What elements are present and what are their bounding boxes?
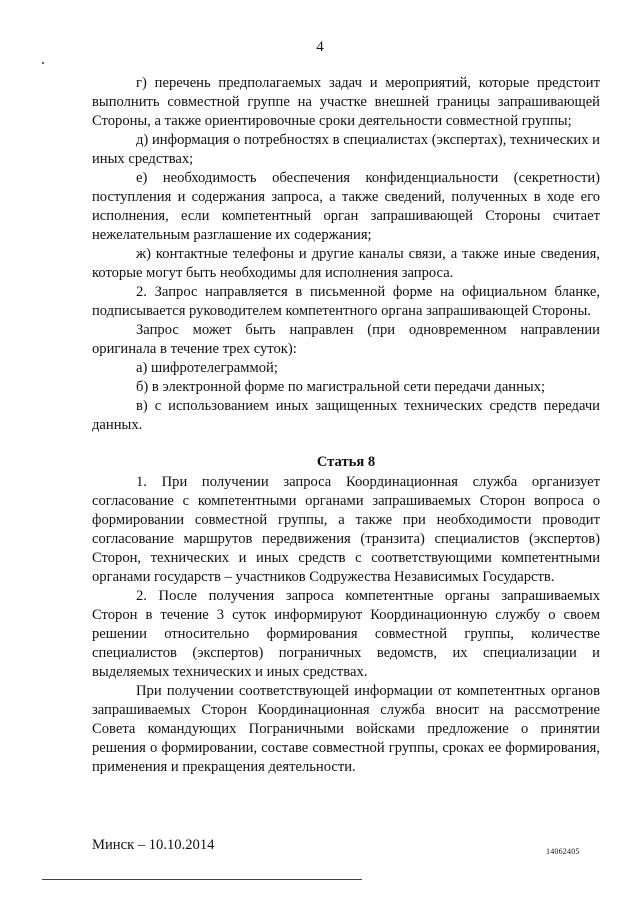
paragraph: г) перечень предполагаемых задач и мероприятий, которые предстоит выполнить совместной группе на участке внешней границы запрашивающей Стороны, а также ориентировочные сроки деятельности совместной группы; xyxy=(92,75,600,129)
page-number: 4 xyxy=(316,39,324,55)
paragraph: а) шифротелеграммой; xyxy=(136,360,278,376)
paragraph: е) необходимость обеспечения конфиденциальности (секретности) поступления и содержания запроса, а также сведений, полученных в ходе его исполнения, если компетентный орган запрашивающей Стороны считает нежелательным разглашение их содержания; xyxy=(92,170,600,243)
paragraph: Запрос может быть направлен (при одновременном направлении оригинала в течение трех суток): xyxy=(92,322,600,357)
footer-place-date: Минск – 10.10.2014 xyxy=(92,837,215,853)
paragraph: д) информация о потребностях в специалистах (экспертах), технических и иных средствах; xyxy=(92,132,600,167)
paragraph: 1. При получении запроса Координационная служба организует согласование с компетентными органами запрашиваемых Сторон вопроса о формировании совместной группы, а также при необходимости проводит согласование маршрутов передвижения (транзита) специалистов (экспертов) Сторон, технических и иных средств с соответствующими компетентными органами государств – участников Содружества Независимых Государств. xyxy=(92,474,600,585)
scan-dot xyxy=(42,62,44,64)
footer-divider xyxy=(42,879,362,880)
paragraph: в) с использованием иных защищенных технических средств передачи данных. xyxy=(92,398,600,433)
footer-doc-code: 14062405 xyxy=(546,847,580,856)
paragraph: ж) контактные телефоны и другие каналы связи, а также иные сведения, которые могут быть необходимы для исполнения запроса. xyxy=(92,246,600,281)
paragraph: 2. После получения запроса компетентные органы запрашиваемых Сторон в течение 3 суток информируют Координационную службу о своем решении относительно формирования совместной группы, количестве специалистов (экспертов) пограничных ведомств, их специализации и выделяемых технических и иных средствах. xyxy=(92,588,600,680)
document-body xyxy=(92,74,600,777)
paragraph: При получении соответствующей информации от компетентных органов запрашиваемых Сторон Координационная служба вносит на рассмотрение Совета командующих Пограничными войсками предложение о принятии решения о формировании, составе совместной группы, сроках ее формирования, применения и прекращения деятельности. xyxy=(92,683,600,775)
paragraph: б) в электронной форме по магистральной сети передачи данных; xyxy=(136,379,546,395)
article-heading: Статья 8 xyxy=(316,454,376,470)
paragraph: 2. Запрос направляется в письменной форме на официальном бланке, подписывается руководителем компетентного органа запрашивающей Стороны. xyxy=(92,284,600,319)
